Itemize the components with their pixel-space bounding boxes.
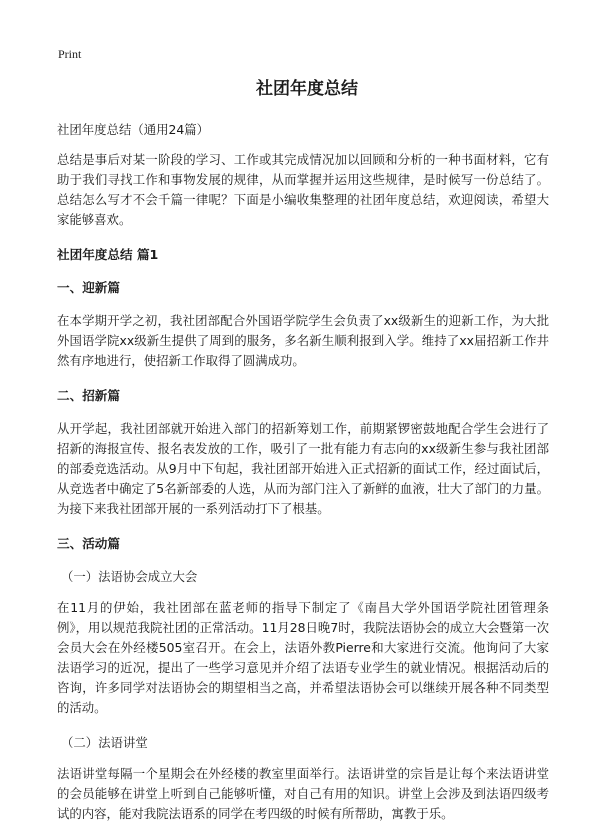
section-heading-welcome: 一、迎新篇: [57, 280, 120, 295]
article-heading: 社团年度总结 篇1: [57, 247, 159, 262]
subsection-text-french-association: 在11月的伊始，我社团部在蓝老师的指导下制定了《南昌大学外国语学院社团管理条例》，用以规范我院社团的正常活动。11月28日晚7时，我院法语协会的成立大会暨第一次会员大会在外经楼505室召开。在会上，法语外教Pierre和大家进行交流。他询问了大家法语学习的近况，提出了一些学习意见并介绍了法语专业学生的就业情况。根据活动后的咨询，许多同学对法语协会的期望相当之高，并希望法语协会可以继续开展各种不同类型的活动。: [57, 600, 549, 715]
subsection-text-french-lecture: 法语讲堂每隔一个星期会在外经楼的教室里面举行。法语讲堂的宗旨是让每个来法语讲堂的会员能够在讲堂上听到自己能够听懂，对自己有用的知识。讲堂上会涉及到法语四级考试的内容，能对我院法语系的同学在考四级的时候有所帮助，寓教于乐。: [57, 766, 549, 821]
section-heading-recruit: 二、招新篇: [57, 388, 120, 403]
subsection-heading-french-lecture: （二）法语讲堂: [61, 735, 148, 750]
section-heading-activities: 三、活动篇: [57, 536, 120, 551]
section-text-recruit: 从开学起，我社团部就开始进入部门的招新筹划工作，前期紧锣密鼓地配合学生会进行了招新的海报宣传、报名表发放的工作，吸引了一批有能力有志向的xx级新生参与我社团部的部委竞选活动。从9月中下旬起，我社团部开始进入正式招新的面试工作，经过面试后，从竞选者中确定了5名新部委的人选，从而为部门注入了新鲜的血液，壮大了部门的力量。为接下来我社团部开展的一系列活动打下了根基。: [57, 421, 549, 516]
section-text-welcome: 在本学期开学之初，我社团部配合外国语学院学生会负责了xx级新生的迎新工作，为大批外国语学院xx级新生提供了周到的服务，多名新生顺利报到入学。维持了xx届招新工作井然有序地进行，使招新工作取得了圆满成功。: [57, 313, 549, 368]
document-body: [57, 78, 549, 839]
document-subtitle: 社团年度总结（通用24篇）: [57, 122, 210, 137]
print-link[interactable]: Print: [58, 47, 82, 61]
intro-paragraph: 总结是事后对某一阶段的学习、工作或其完成情况加以回顾和分析的一种书面材料，它有助于我们寻找工作和事物发展的规律，从而掌握并运用这些规律，是时候写一份总结了。总结怎么写才不会千篇一律呢？下面是小编收集整理的社团年度总结，欢迎阅读，希望大家能够喜欢。: [57, 152, 549, 227]
subsection-heading-french-association: （一）法语协会成立大会: [61, 569, 198, 584]
page-title: 社团年度总结: [256, 79, 358, 99]
